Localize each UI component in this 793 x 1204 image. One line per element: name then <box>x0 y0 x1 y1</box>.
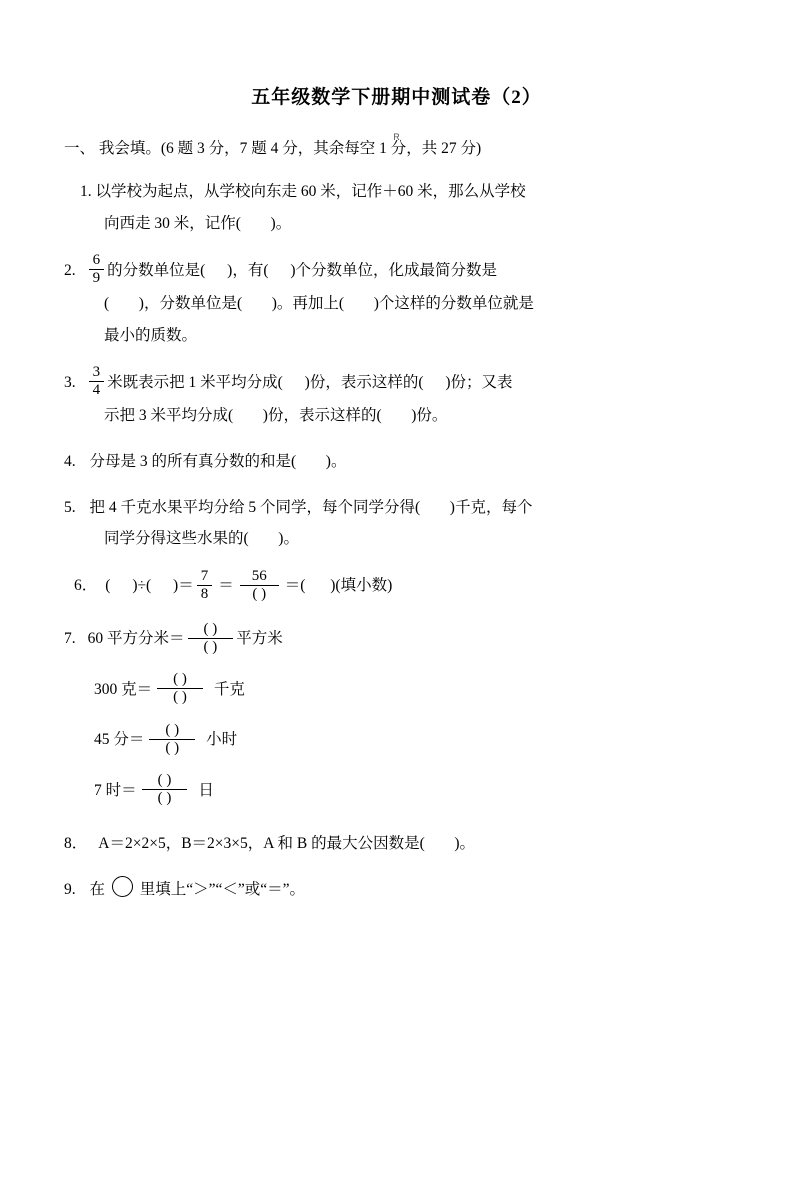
question-4-text-b: )。 <box>325 452 347 470</box>
question-5-line2-a: 同学分得这些水果的( <box>104 530 249 548</box>
question-5-line1-a: 把 4 千克水果平均分给 5 个同学，每个同学分得( <box>89 498 421 516</box>
question-1-number: 1. <box>80 182 92 200</box>
section-label: 一、 <box>64 140 96 157</box>
question-3-part2: )份，表示这样的( <box>304 373 424 391</box>
question-7-row-2-tail: 小时 <box>206 731 238 749</box>
fraction-blank-blank <box>157 671 203 706</box>
question-2-number: 2. <box>64 261 76 279</box>
answer-blank[interactable] <box>269 257 291 285</box>
fraction-denominator[interactable]: ( ) <box>173 689 187 706</box>
question-3-part3: )份；又表 <box>445 373 513 391</box>
question-7-row-1 <box>60 672 733 707</box>
question-6-a: ( <box>105 577 111 595</box>
question-2-part2: )，有( <box>227 261 269 279</box>
question-6-b: )÷( <box>132 577 152 595</box>
question-8-number: 8． <box>64 835 88 853</box>
answer-blank[interactable] <box>424 499 446 516</box>
question-8 <box>60 828 733 860</box>
question-7-row-0-lead: 60 平方分米＝ <box>87 630 185 648</box>
question-7-row-3 <box>60 773 733 808</box>
fraction-denominator: 8 <box>200 585 209 602</box>
answer-blank[interactable] <box>386 407 408 424</box>
question-6-d: )(填小数) <box>330 577 393 595</box>
answer-blank[interactable] <box>348 295 370 312</box>
fraction-numerator[interactable]: ( ) <box>188 621 234 639</box>
answer-blank[interactable] <box>151 572 173 600</box>
answer-blank[interactable] <box>205 257 227 285</box>
question-9 <box>60 874 733 906</box>
question-2-line2-d: )个这样的分数单位就是 <box>373 294 534 312</box>
question-2-part3: )个分数单位，化成最简分数是 <box>290 261 498 279</box>
fraction-denominator: 9 <box>92 270 101 287</box>
question-6-number: 6． <box>74 577 98 595</box>
answer-blank[interactable] <box>246 295 268 312</box>
question-1 <box>60 176 733 240</box>
question-5-line1-b: )千克，每个 <box>449 498 533 516</box>
answer-blank[interactable] <box>300 453 322 470</box>
question-8-text-b: )。 <box>454 835 476 853</box>
question-7 <box>60 622 733 808</box>
question-5 <box>60 492 733 556</box>
question-3 <box>60 365 733 431</box>
answer-blank[interactable] <box>429 835 451 852</box>
fraction-7-8 <box>197 568 213 603</box>
question-7-number: 7. <box>64 630 76 648</box>
question-7-row-0-tail: 平方米 <box>236 630 283 648</box>
question-1-line2-b: )。 <box>270 214 292 232</box>
fraction-numerator: 56 <box>240 568 279 586</box>
page-title: 五年级数学下册期中测试卷（2） <box>251 87 542 108</box>
question-2 <box>60 253 733 351</box>
answer-blank[interactable] <box>237 407 259 424</box>
question-9-number: 9. <box>64 880 76 898</box>
circle-blank-icon[interactable] <box>112 876 133 897</box>
exam-page <box>0 82 793 1204</box>
question-3-line2-a: 示把 3 米平均分成( <box>104 407 234 425</box>
question-2-part1: 的分数单位是( <box>107 261 206 279</box>
fraction-blank-blank <box>142 772 188 807</box>
question-1-line1: 以学校为起点，从学校向东走 60 米，记作＋60 米，那么从学校 <box>95 182 526 200</box>
question-4 <box>60 446 733 478</box>
question-7-row-3-tail: 日 <box>198 781 214 799</box>
fraction-blank-blank <box>188 621 234 656</box>
question-4-text-a: 分母是 3 的所有真分数的和是( <box>89 452 297 470</box>
fraction-denominator[interactable]: ( ) <box>252 585 267 602</box>
question-3-line2-b: )份，表示这样的( <box>262 407 382 425</box>
question-6 <box>60 569 733 604</box>
fraction-numerator: 7 <box>197 568 213 586</box>
question-4-number: 4. <box>64 452 76 470</box>
question-3-line2-c: )份。 <box>411 407 448 425</box>
question-7-row-2-lead: 45 分＝ <box>94 731 145 749</box>
question-7-row-2 <box>60 723 733 758</box>
question-2-line2-a: ( <box>104 294 110 312</box>
fraction-numerator[interactable]: ( ) <box>142 772 188 790</box>
section-heading-text: 我会填。(6 题 3 分，7 题 4 分，其余每空 1 分，共 27 分) <box>98 140 482 157</box>
fraction-numerator[interactable]: ( ) <box>149 722 195 740</box>
answer-blank[interactable] <box>245 215 267 232</box>
question-7-row-3-lead: 7 时＝ <box>94 781 137 799</box>
question-3-number: 3. <box>64 373 76 391</box>
question-9-text-a: 在 <box>89 880 106 898</box>
question-2-line3: 最小的质数。 <box>104 326 198 344</box>
fraction-blank-blank <box>149 722 195 757</box>
answer-blank[interactable] <box>308 572 330 600</box>
fraction-numerator[interactable]: ( ) <box>157 671 203 689</box>
question-1-line2-a: 向西走 30 米，记作( <box>104 214 241 232</box>
answer-blank[interactable] <box>113 295 135 312</box>
fraction-numerator: 6 <box>89 252 105 270</box>
question-6-eq2: ＝( <box>284 577 306 595</box>
question-2-line2-c: )。再加上( <box>271 294 345 312</box>
fraction-denominator: 4 <box>92 382 101 399</box>
question-7-row-1-lead: 300 克＝ <box>94 680 153 698</box>
fraction-56-blank <box>240 568 279 603</box>
answer-blank[interactable] <box>283 369 305 397</box>
answer-blank[interactable] <box>253 530 275 547</box>
question-6-c: )＝ <box>173 577 194 595</box>
question-5-number: 5. <box>64 498 76 516</box>
fraction-denominator[interactable]: ( ) <box>157 790 172 807</box>
question-6-eq1: ＝ <box>218 577 234 595</box>
fraction-denominator[interactable]: ( ) <box>165 739 180 756</box>
fraction-3-4 <box>89 364 105 399</box>
fraction-6-9 <box>89 252 105 287</box>
fraction-numerator: 3 <box>89 364 105 382</box>
answer-blank[interactable] <box>110 572 132 600</box>
question-8-text-a: A＝2×2×5，B＝2×3×5，A 和 B 的最大公因数是( <box>98 835 425 853</box>
question-2-line2-b: )，分数单位是( <box>138 294 243 312</box>
question-7-row-1-tail: 千克 <box>213 680 245 698</box>
question-3-part1: 米既表示把 1 米平均分成( <box>107 373 283 391</box>
question-5-line2-b: )。 <box>278 530 299 548</box>
question-9-text-b: 里填上“＞”“＜”或“＝”。 <box>139 880 306 898</box>
answer-blank[interactable] <box>424 369 446 397</box>
fraction-denominator[interactable]: ( ) <box>203 638 218 655</box>
corner-mark: R <box>393 132 400 142</box>
